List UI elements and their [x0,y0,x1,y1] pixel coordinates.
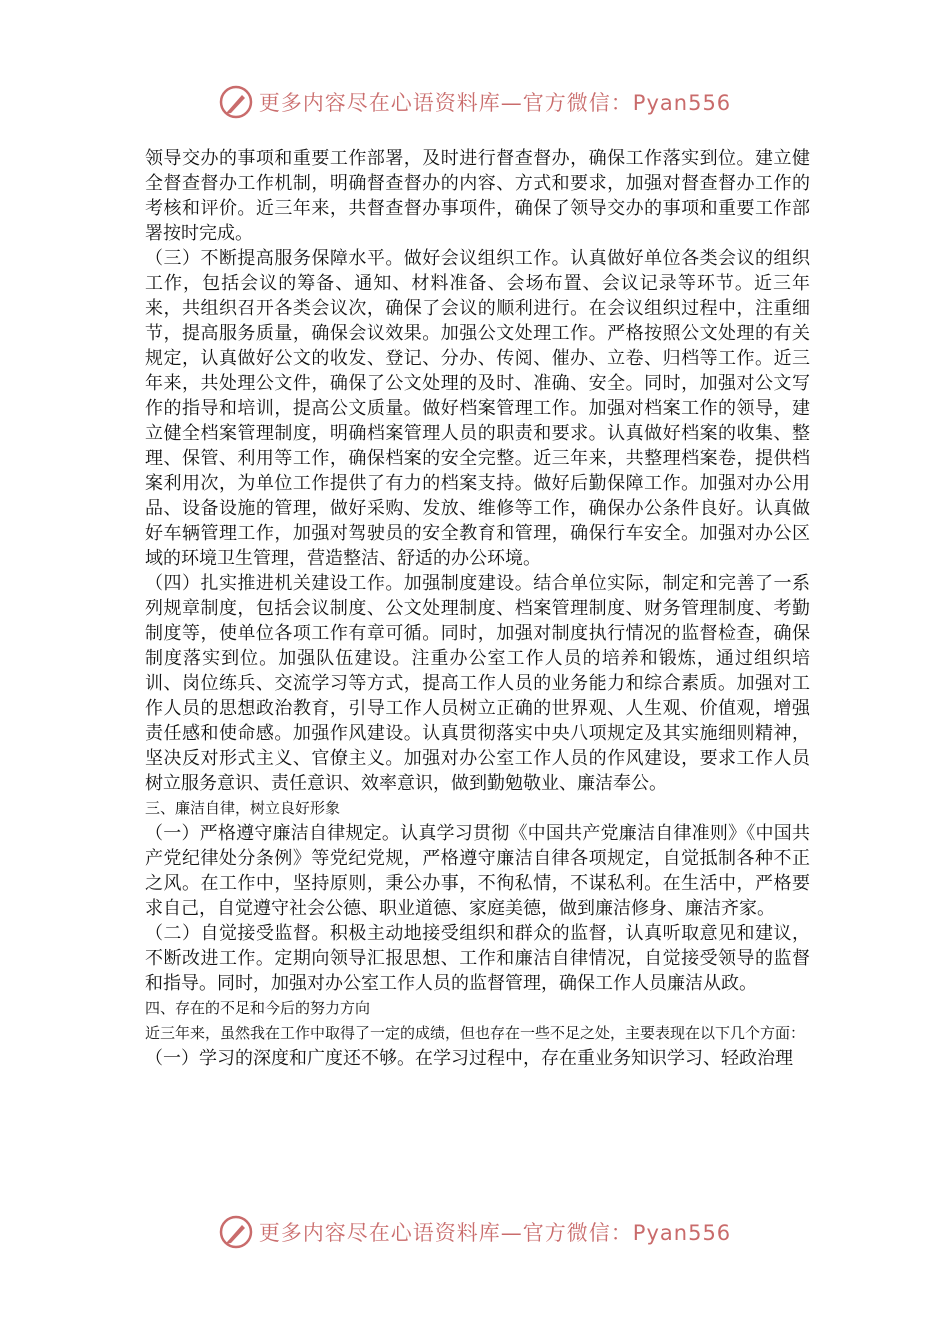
pen-logo-icon [219,85,253,119]
pen-logo-icon [219,1215,253,1249]
paragraph: （三）不断提高服务保障水平。做好会议组织工作。认真做好单位各类会议的组织工作，包括会议的筹备、通知、材料准备、会场布置、会议记录等环节。近三年来，共组织召开各类会议次，确保了会议的顺利进行。在会议组织过程中，注重细节，提高服务质量，确保会议效果。加强公文处理工作。严格按照公文处理的有关规定，认真做好公文的收发、登记、分办、传阅、催办、立卷、归档等工作。近三年来，共处理公文件，确保了公文处理的及时、准确、安全。同时，加强对公文写作的指导和培训，提高公文质量。做好档案管理工作。加强对档案工作的领导，建立健全档案管理制度，明确档案管理人员的职责和要求。认真做好档案的收集、整理、保管、利用等工作，确保档案的安全完整。近三年来，共整理档案卷，提供档案利用次，为单位工作提供了有力的档案支持。做好后勤保障工作。加强对办公用品、设备设施的管理，做好采购、发放、维修等工作，确保办公条件良好。认真做好车辆管理工作，加强对驾驶员的安全教育和管理，确保行车安全。加强对办公区域的环境卫生管理，营造整洁、舒适的办公环境。 [145,248,810,569]
section-heading: 四、存在的不足和今后的努力方向 [145,999,371,1017]
paragraph: 领导交办的事项和重要工作部署，及时进行督查督办，确保工作落实到位。建立健全督查督办工作机制，明确督查督办的内容、方式和要求，加强对督查督办工作的考核和评价。近三年来，共督查督办事项件，确保了领导交办的事项和重要工作部署按时完成。 [145,148,810,244]
paragraph: （一）严格遵守廉洁自律规定。认真学习贯彻《中国共产党廉洁自律准则》《中国共产党纪律处分条例》等党纪党规，严格遵守廉洁自律各项规定，自觉抵制各种不正之风。在工作中，坚持原则，秉公办事，不徇私情，不谋私利。在生活中，严格要求自己，自觉遵守社会公德、职业道德、家庭美德，做到廉洁修身、廉洁齐家。 [145,823,810,919]
header-watermark-banner [0,80,950,124]
paragraph: （一）学习的深度和广度还不够。在学习过程中，存在重业务知识学习、轻政治理 [145,1048,793,1069]
section-heading: 三、廉洁自律，树立良好形象 [145,799,341,817]
paragraph: （二）自觉接受监督。积极主动地接受组织和群众的监督，认真听取意见和建议，不断改进工作。定期向领导汇报思想、工作和廉洁自律情况，自觉接受领导的监督和指导。同时，加强对办公室工作人员的监督管理，确保工作人员廉洁从政。 [145,923,810,994]
paragraph: 近三年来，虽然我在工作中取得了一定的成绩，但也存在一些不足之处，主要表现在以下几个方面： [145,1024,806,1042]
document-body [145,146,810,1071]
banner-text: 更多内容尽在心语资料库—官方微信：Pyan556 [258,1221,732,1245]
banner-text: 更多内容尽在心语资料库—官方微信：Pyan556 [258,91,732,115]
footer-watermark-banner [0,1210,950,1254]
paragraph: （四）扎实推进机关建设工作。加强制度建设。结合单位实际，制定和完善了一系列规章制度，包括会议制度、公文处理制度、档案管理制度、财务管理制度、考勤制度等，使单位各项工作有章可循。同时，加强对制度执行情况的监督检查，确保制度落实到位。加强队伍建设。注重办公室工作人员的培养和锻炼，通过组织培训、岗位练兵、交流学习等方式，提高工作人员的业务能力和综合素质。加强对工作人员的思想政治教育，引导工作人员树立正确的世界观、人生观、价值观，增强责任感和使命感。加强作风建设。认真贯彻落实中央八项规定及其实施细则精神，坚决反对形式主义、官僚主义。加强对办公室工作人员的作风建设，要求工作人员树立服务意识、责任意识、效率意识，做到勤勉敬业、廉洁奉公。 [145,573,810,794]
